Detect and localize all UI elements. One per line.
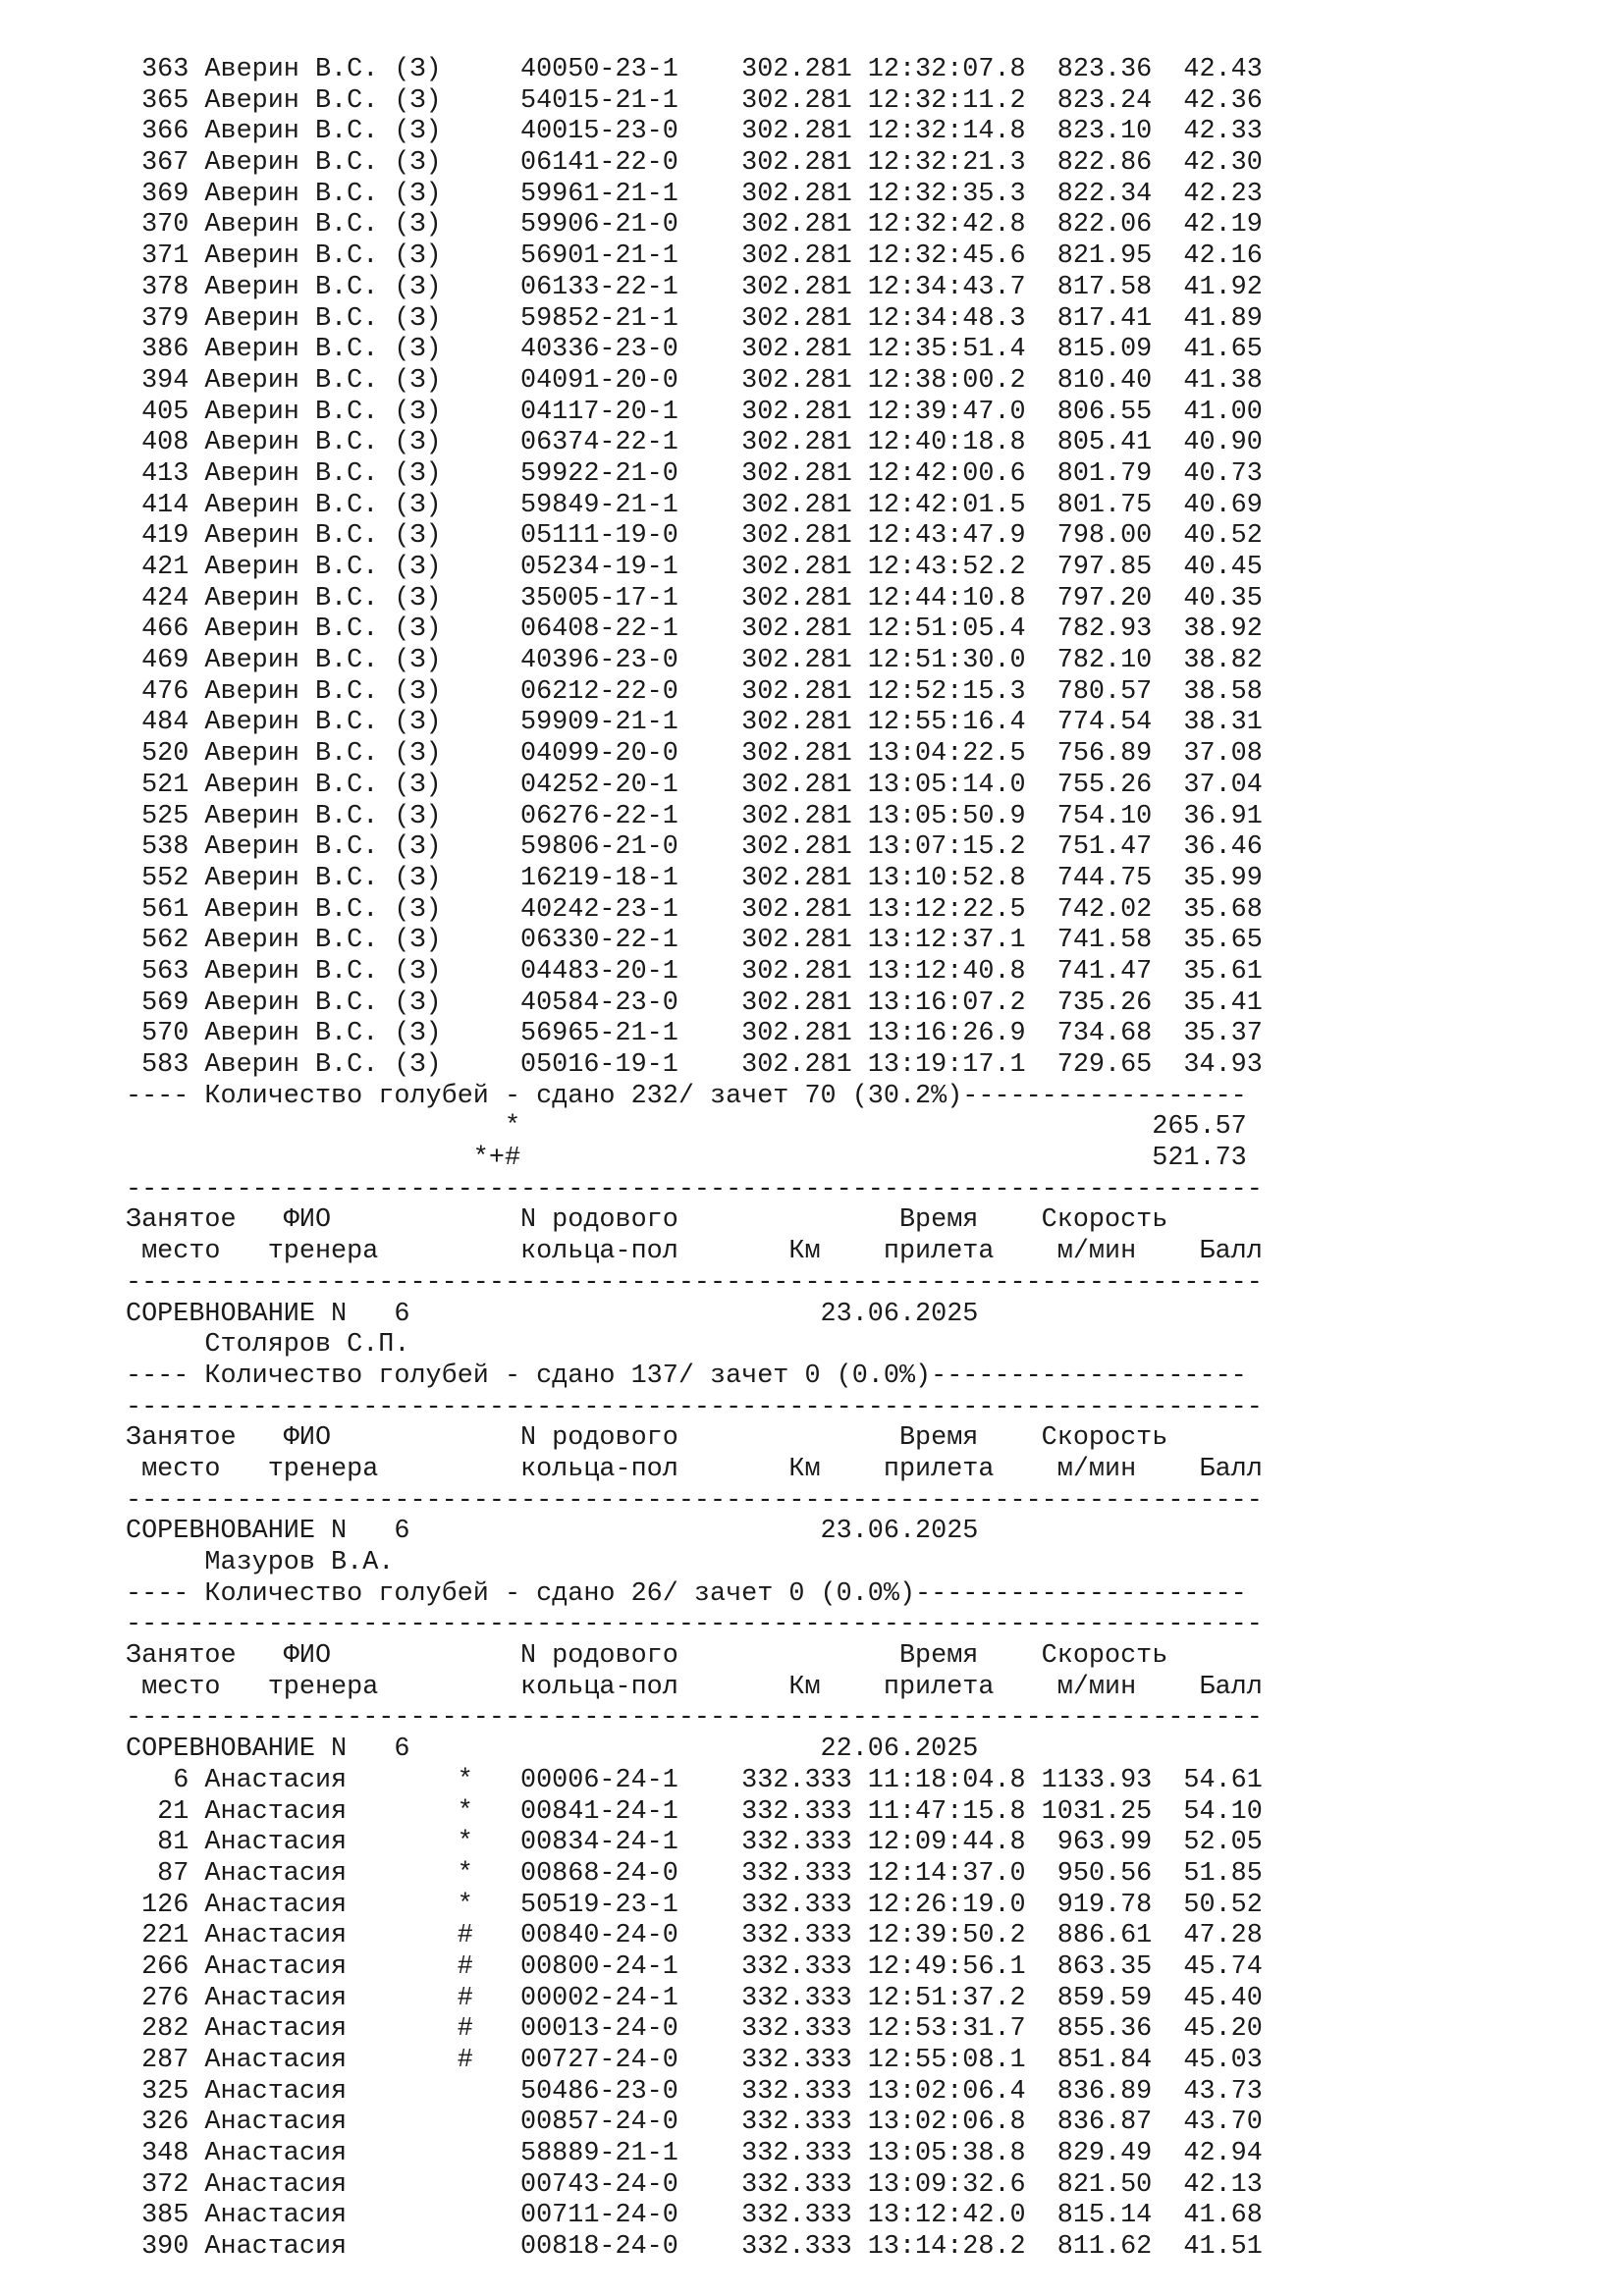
participant-name: Столяров С.П. [126, 1330, 410, 1361]
separator-line: ------------------------------------------------------------------------ [126, 1610, 1263, 1640]
result-row: 408 Аверин В.С. (З) 06374-22-1 302.281 12:40:18.8 805.41 40.90 [126, 428, 1263, 458]
participant-name: Мазуров В.А. [126, 1548, 395, 1577]
column-header: Занятое ФИО N родового Время Скорость [126, 1423, 1168, 1454]
result-row: 405 Аверин В.С. (З) 04117-20-1 302.281 12:39:47.0 806.55 41.00 [126, 397, 1263, 427]
result-row: 583 Аверин В.С. (З) 05016-19-1 302.281 13:19:17.1 729.65 34.93 [126, 1050, 1263, 1080]
result-row: 126 Анастасия * 50519-23-1 332.333 12:26:19.0 919.78 50.52 [126, 1890, 1263, 1920]
column-header: Занятое ФИО N родового Время Скорость [126, 1641, 1168, 1672]
result-row: 419 Аверин В.С. (З) 05111-19-0 302.281 12:43:47.9 798.00 40.52 [126, 521, 1263, 552]
result-row: 326 Анастасия 00857-24-0 332.333 13:02:06.8 836.87 43.70 [126, 2108, 1263, 2138]
separator-line: ------------------------------------------------------------------------ [126, 1392, 1263, 1422]
result-row: 385 Анастасия 00711-24-0 332.333 13:12:42.0 815.14 41.68 [126, 2201, 1263, 2231]
result-row: 390 Анастасия 00818-24-0 332.333 13:14:28.2 811.62 41.51 [126, 2232, 1263, 2263]
result-row: 325 Анастасия 50486-23-0 332.333 13:02:06.4 836.89 43.73 [126, 2076, 1263, 2107]
result-row: 552 Аверин В.С. (З) 16219-18-1 302.281 13:10:52.8 744.75 35.99 [126, 863, 1263, 893]
result-row: 520 Аверин В.С. (З) 04099-20-0 302.281 13:04:22.5 756.89 37.08 [126, 739, 1263, 770]
result-row: 394 Аверин В.С. (З) 04091-20-0 302.281 12:38:00.2 810.40 41.38 [126, 365, 1263, 396]
result-row: 371 Аверин В.С. (З) 56901-21-1 302.281 12:32:45.6 821.95 42.16 [126, 241, 1263, 272]
result-row: 476 Аверин В.С. (З) 06212-22-0 302.281 12:52:15.3 780.57 38.58 [126, 676, 1263, 707]
result-row: 379 Аверин В.С. (З) 59852-21-1 302.281 12:34:48.3 817.41 41.89 [126, 303, 1263, 334]
result-row: 6 Анастасия * 00006-24-1 332.333 11:18:04.8 1133.93 54.61 [126, 1765, 1263, 1795]
total-line: * 265.57 [126, 1112, 1247, 1143]
result-row: 421 Аверин В.С. (З) 05234-19-1 302.281 12:43:52.2 797.85 40.45 [126, 553, 1263, 582]
results-report [126, 55, 1263, 2264]
result-row: 562 Аверин В.С. (З) 06330-22-1 302.281 13:12:37.1 741.58 35.65 [126, 926, 1263, 956]
result-row: 367 Аверин В.С. (З) 06141-22-0 302.281 12:32:21.3 822.86 42.30 [126, 148, 1263, 179]
result-row: 266 Анастасия # 00800-24-1 332.333 12:49:56.1 863.35 45.74 [126, 1951, 1263, 1982]
competition-header: СОРЕВНОВАНИЕ N 6 23.06.2025 [126, 1299, 979, 1329]
result-row: 538 Аверин В.С. (З) 59806-21-0 302.281 13:07:15.2 751.47 36.46 [126, 832, 1263, 863]
result-row: 21 Анастасия * 00841-24-1 332.333 11:47:15.8 1031.25 54.10 [126, 1796, 1263, 1827]
result-row: 365 Аверин В.С. (З) 54015-21-1 302.281 12:32:11.2 823.24 42.36 [126, 85, 1263, 116]
result-row: 413 Аверин В.С. (З) 59922-21-0 302.281 12:42:00.6 801.79 40.73 [126, 458, 1263, 489]
column-header: место тренера кольца-пол Км прилета м/мин Балл [126, 1237, 1263, 1267]
result-row: 484 Аверин В.С. (З) 59909-21-1 302.281 12:55:16.4 774.54 38.31 [126, 708, 1263, 738]
result-row: 87 Анастасия * 00868-24-0 332.333 12:14:37.0 950.56 51.85 [126, 1858, 1263, 1889]
result-row: 424 Аверин В.С. (З) 35005-17-1 302.281 12:44:10.8 797.20 40.35 [126, 583, 1263, 614]
result-row: 369 Аверин В.С. (З) 59961-21-1 302.281 12:32:35.3 822.34 42.23 [126, 179, 1263, 209]
result-row: 466 Аверин В.С. (З) 06408-22-1 302.281 12:51:05.4 782.93 38.92 [126, 614, 1263, 645]
result-row: 221 Анастасия # 00840-24-0 332.333 12:39:50.2 886.61 47.28 [126, 1921, 1263, 1951]
result-row: 276 Анастасия # 00002-24-1 332.333 12:51:37.2 859.59 45.40 [126, 1983, 1263, 2013]
separator-line: ------------------------------------------------------------------------ [126, 1267, 1263, 1298]
result-row: 469 Аверин В.С. (З) 40396-23-0 302.281 12:51:30.0 782.10 38.82 [126, 646, 1263, 676]
summary-line: ---- Количество голубей - сдано 26/ зачет 0 (0.0%)--------------------- [126, 1578, 1247, 1609]
separator-line: ------------------------------------------------------------------------ [126, 1174, 1263, 1204]
summary-line: ---- Количество голубей - сдано 137/ зачет 0 (0.0%)-------------------- [126, 1361, 1247, 1391]
column-header: место тренера кольца-пол Км прилета м/мин Балл [126, 1672, 1263, 1702]
result-row: 348 Анастасия 58889-21-1 332.333 13:05:38.8 829.49 42.94 [126, 2139, 1263, 2169]
result-row: 372 Анастасия 00743-24-0 332.333 13:09:32.6 821.50 42.13 [126, 2169, 1263, 2200]
total-line: *+# 521.73 [126, 1144, 1247, 1174]
result-row: 81 Анастасия * 00834-24-1 332.333 12:09:44.8 963.99 52.05 [126, 1828, 1263, 1858]
result-row: 282 Анастасия # 00013-24-0 332.333 12:53:31.7 855.36 45.20 [126, 2014, 1263, 2045]
result-row: 525 Аверин В.С. (З) 06276-22-1 302.281 13:05:50.9 754.10 36.91 [126, 801, 1263, 831]
result-row: 570 Аверин В.С. (З) 56965-21-1 302.281 13:16:26.9 734.68 35.37 [126, 1019, 1263, 1049]
result-row: 287 Анастасия # 00727-24-0 332.333 12:55:08.1 851.84 45.03 [126, 2046, 1263, 2075]
result-row: 569 Аверин В.С. (З) 40584-23-0 302.281 13:16:07.2 735.26 35.41 [126, 988, 1263, 1018]
result-row: 370 Аверин В.С. (З) 59906-21-0 302.281 12:32:42.8 822.06 42.19 [126, 210, 1263, 240]
result-row: 521 Аверин В.С. (З) 04252-20-1 302.281 13:05:14.0 755.26 37.04 [126, 770, 1263, 800]
result-row: 563 Аверин В.С. (З) 04483-20-1 302.281 13:12:40.8 741.47 35.61 [126, 956, 1263, 987]
result-row: 386 Аверин В.С. (З) 40336-23-0 302.281 12:35:51.4 815.09 41.65 [126, 335, 1263, 365]
result-row: 414 Аверин В.С. (З) 59849-21-1 302.281 12:42:01.5 801.75 40.69 [126, 490, 1263, 520]
column-header: Занятое ФИО N родового Время Скорость [126, 1205, 1168, 1236]
result-row: 561 Аверин В.С. (З) 40242-23-1 302.281 13:12:22.5 742.02 35.68 [126, 894, 1263, 925]
result-row: 366 Аверин В.С. (З) 40015-23-0 302.281 12:32:14.8 823.10 42.33 [126, 117, 1263, 147]
column-header: место тренера кольца-пол Км прилета м/мин Балл [126, 1454, 1263, 1484]
competition-header: СОРЕВНОВАНИЕ N 6 23.06.2025 [126, 1517, 979, 1547]
result-row: 363 Аверин В.С. (З) 40050-23-1 302.281 12:32:07.8 823.36 42.43 [126, 55, 1263, 84]
result-row: 378 Аверин В.С. (З) 06133-22-1 302.281 12:34:43.7 817.58 41.92 [126, 272, 1263, 302]
separator-line: ------------------------------------------------------------------------ [126, 1703, 1263, 1734]
summary-line: ---- Количество голубей - сдано 232/ зачет 70 (30.2%)------------------ [126, 1081, 1247, 1111]
separator-line: ------------------------------------------------------------------------ [126, 1485, 1263, 1516]
competition-header: СОРЕВНОВАНИЕ N 6 22.06.2025 [126, 1735, 979, 1765]
